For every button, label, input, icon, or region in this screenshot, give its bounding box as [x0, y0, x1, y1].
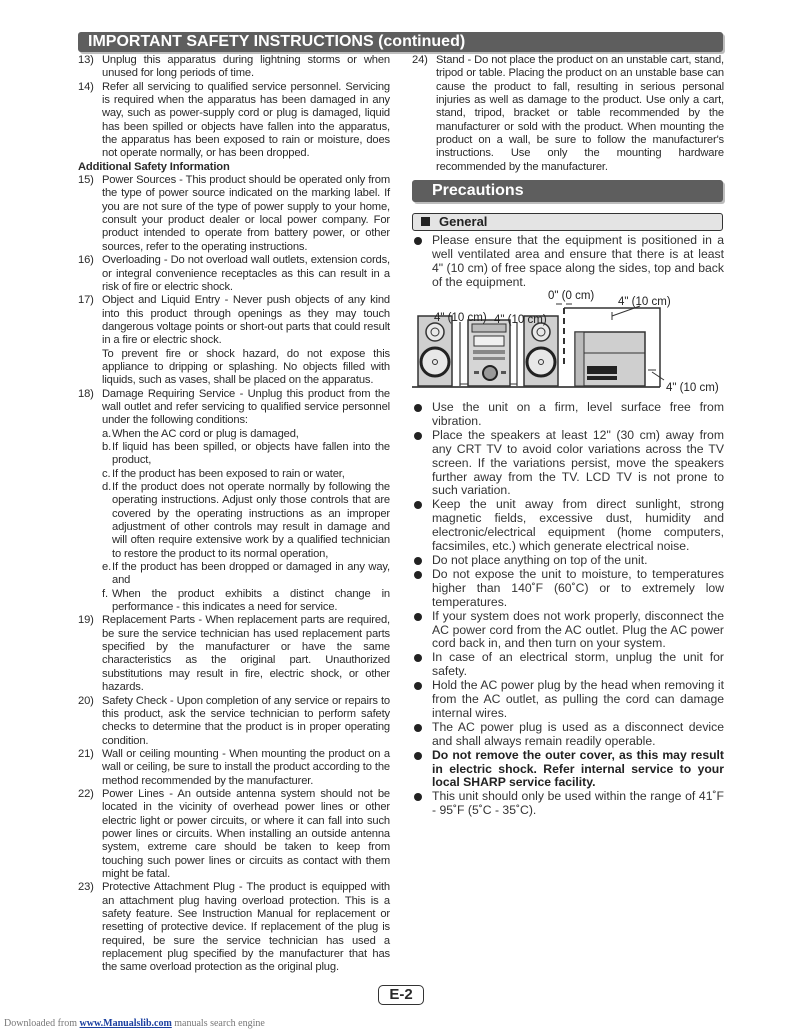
side-clearance-label-right: 4" (10 cm)	[494, 314, 547, 326]
top-clearance-label: 4" (10 cm)	[618, 296, 671, 308]
instruction-23: 23) Protective Attachment Plug - The product is equipped with an attachment plug having overload protection. This is a safety feature. See Instruction Manual for replacement or resetting of protective device. If replacement of the plug is required, be sure the service technician has used a replacement plug specified by the manufacturer that has the same overload protection as the original plug.	[78, 881, 390, 974]
precaution-item: Keep the unit away from direct sunlight, strong magnetic fields, excessive dust, humidity and electronic/electrical equipment (home computers, facsimiles, etc.) which generate electrical noise.	[412, 498, 724, 554]
download-footer: Downloaded from www.Manualslib.com manuals search engine	[4, 1018, 265, 1029]
precaution-list-top	[412, 234, 724, 290]
precaution-item: This unit should only be used within the range of 41˚F - 95˚F (5˚C - 35˚C).	[412, 790, 724, 818]
bullet-icon	[412, 790, 432, 818]
additional-safety-heading: Additional Safety Information	[78, 160, 230, 173]
bullet-icon	[412, 749, 432, 791]
page-number: E-2	[378, 985, 424, 1005]
right-column	[412, 54, 724, 174]
manualslib-link[interactable]: www.Manualslib.com	[79, 1018, 172, 1029]
clearance-diagram	[412, 286, 724, 396]
precaution-item: Use the unit on a firm, level surface free from vibration.	[412, 401, 724, 429]
instruction-13: 13) Unplug this apparatus during lightning storms or when unused for long periods of time.	[78, 54, 390, 80]
instruction-19: 19) Replacement Parts - When replacement parts are required, be sure the service technician has used replacement parts specified by the manufacturer or have the same characteristics as the original part. Unauthorized substitutions may result in fire, electric shock, or other hazards.	[78, 614, 390, 694]
bullet-icon	[412, 554, 432, 568]
section-header-important-safety: IMPORTANT SAFETY INSTRUCTIONS (continued)	[78, 32, 723, 52]
precaution-item: Hold the AC power plug by the head when removing it from the AC outlet, as pulling the cord can damage internal wires.	[412, 679, 724, 721]
instruction-21: 21) Wall or ceiling mounting - When mounting the product on a wall or ceiling, be sure to install the product according to the method recommended by the manufacturer.	[78, 747, 390, 787]
bullet-icon	[412, 234, 432, 290]
bullet-icon	[412, 721, 432, 749]
condition-b: b. If liquid has been spilled, or objects have fallen into the product,	[102, 440, 390, 467]
left-column	[78, 54, 390, 975]
condition-f: f. When the product exhibits a distinct change in performance - this indicates a need for service.	[102, 587, 390, 614]
precaution-item: The AC power plug is used as a disconnect device and shall always remain readily operable.	[412, 721, 724, 749]
side-clearance-label-left: 4" (10 cm)	[434, 312, 487, 324]
precaution-item: Please ensure that the equipment is positioned in a well ventilated area and ensure that there is at least 4" (10 cm) of free space along the sides, top and back of the equipment.	[412, 234, 724, 290]
precaution-item: Do not expose the unit to moisture, to temperatures higher than 140˚F (60˚C) or to extremely low temperatures.	[412, 568, 724, 610]
instruction-15: 15) Power Sources - This product should be operated only from the type of power source indicated on the marking label. If you are not sure of the type of power supply to your home, consult your product dealer or local power company. For product intended to operate from battery power, or other sources, refer to the operating instructions.	[78, 174, 390, 253]
instruction-16: 16) Overloading - Do not overload wall outlets, extension cords, or integral convenience receptacles as this can result in a risk of fire or electric shock.	[78, 254, 390, 293]
bullet-icon	[412, 679, 432, 721]
stereo-clearance-illustration	[412, 286, 724, 396]
instruction-18: 18) Damage Requiring Service - Unplug this product from the wall outlet and refer servicing to qualified service personnel under the following conditions: a. When the AC cord or plug is damaged, b. If liquid has been spilled, or objects have fallen into the product, c. If the product has been exposed to rain or water, d. If the product does not operate normally by following the operating instructions. Adjust only those controls that are covered by the operating instructions as an improper adjustment of other controls may result in damage and will often require extensive work by a qualified technician to restore the product to its normal operation, e. If the product has been dropped or damaged in any way, and f. When the product exhibits a distinct change in performance - this indicates a need for service.	[78, 387, 390, 614]
condition-a: a. When the AC cord or plug is damaged,	[102, 427, 299, 440]
precaution-item: If your system does not work properly, disconnect the AC power cord from the AC outlet. Plug the AC power cord back in, and then turn on your system.	[412, 610, 724, 652]
bullet-icon	[412, 651, 432, 679]
instruction-24: 24) Stand - Do not place the product on an unstable cart, stand, tripod or table. Placing the product on an unstable base can cause the product to fall, resulting in serious personal injuries as well as damage to the product. Use only a cart, stand, tripod, bracket or table recommended by the manufacturer or sold with the product. When mounting the product on a wall, be sure to follow the manufacturer's instructions. Use only the mounting hardware recommended by the manufacturer.	[412, 54, 724, 173]
precaution-item: Do not place anything on top of the unit.	[412, 554, 724, 568]
bullet-icon	[412, 568, 432, 610]
back-clearance-label: 0" (0 cm)	[548, 290, 595, 302]
condition-e: e. If the product has been dropped or damaged in any way, and	[102, 561, 390, 587]
instruction-17: 17) Object and Liquid Entry - Never push objects of any kind into this product through openings as they may touch dangerous voltage points or short-out parts that could result in a fire or electric shock. To prevent fire or shock hazard, do not expose this appliance to dripping or splashing. No objects filled with liquids, such as vases, shall be placed on the apparatus.	[78, 294, 390, 387]
bullet-icon	[412, 610, 432, 652]
bullet-icon	[412, 401, 432, 429]
instruction-20: 20) Safety Check - Upon completion of any service or repairs to this product, ask the service technician to perform safety checks to determine that the product is in proper operating condition.	[78, 694, 390, 747]
instruction-14: 14) Refer all servicing to qualified service personnel. Servicing is required when the apparatus has been damaged in any way, such as power-supply cord or plug is damaged, liquid has been spilled or objects have fallen into the apparatus, the apparatus has been exposed to rain or moisture, does not operate normally, or has been dropped.	[78, 80, 390, 160]
precaution-item: Place the speakers at least 12" (30 cm) away from any CRT TV to avoid color variations across the TV screen. If the variations persist, move the speakers further away from the TV. LCD TV is not prone to such variation.	[412, 429, 724, 499]
general-subheader: General	[412, 213, 723, 231]
rear-clearance-label: 4" (10 cm)	[666, 382, 719, 394]
bullet-icon	[412, 498, 432, 554]
square-bullet-icon	[421, 217, 430, 226]
precaution-list	[412, 401, 724, 818]
precaution-item: In case of an electrical storm, unplug the unit for safety.	[412, 651, 724, 679]
condition-c: c. If the product has been exposed to rain or water,	[102, 467, 345, 480]
precaution-item-warning: Do not remove the outer cover, as this may result in electric shock. Refer internal service to your local SHARP service facility.	[412, 749, 724, 791]
bullet-icon	[412, 429, 432, 499]
condition-d: d. If the product does not operate normally by following the operating instructions. Adjust only those controls that are covered by the operating instructions as an improper adjustment of other controls may result in damage and will often require extensive work by a qualified technician to restore the product to its normal operation,	[102, 481, 390, 560]
precautions-header: Precautions	[412, 180, 723, 202]
instruction-22: 22) Power Lines - An outside antenna system should not be located in the vicinity of overhead power lines or other electric light or power circuits, or where it can fall into such power lines or circuits. When installing an outside antenna system, extreme care should be taken to keep from touching such power lines or circuits as contact with them might be fatal.	[78, 787, 390, 880]
